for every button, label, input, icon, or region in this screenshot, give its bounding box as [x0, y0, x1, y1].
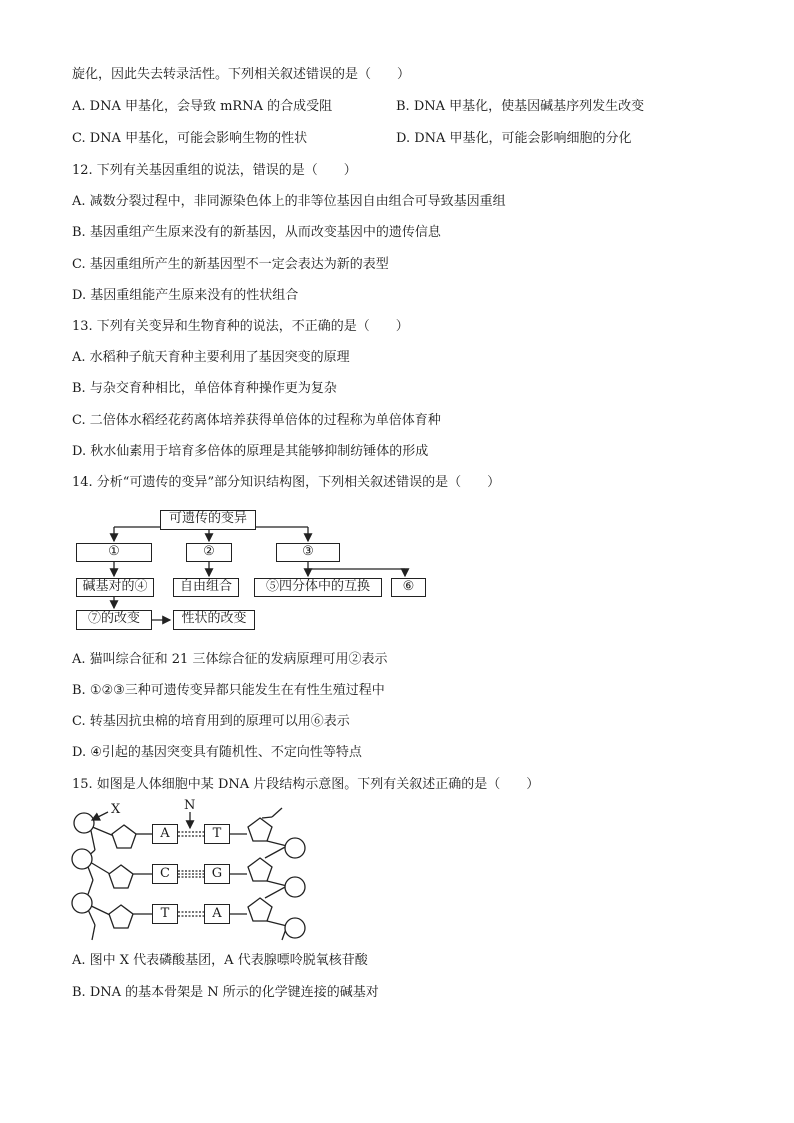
- q13-stem: 13. 下列有关变异和生物育种的说法，不正确的是（ ）: [72, 319, 409, 334]
- phosphate-right-3: [285, 918, 305, 938]
- q12-stem: 12. 下列有关基因重组的说法，错误的是（ ）: [72, 163, 357, 178]
- q11-option-a: A. DNA 甲基化，会导致 mRNA 的合成受阻: [72, 99, 333, 114]
- diagram-root-box: 可遗传的变异: [160, 510, 256, 530]
- q13-option-c: C. 二倍体水稻经花药离体培养获得单倍体的过程称为单倍体育种: [72, 413, 441, 428]
- q12-option-d: D. 基因重组能产生原来没有的性状组合: [72, 288, 299, 303]
- diagram-child-free-combination: 自由组合: [173, 578, 239, 597]
- phosphate-left-2: [72, 849, 92, 869]
- phosphate-left-1: [74, 813, 94, 833]
- q14-stem: 14. 分析“可遗传的变异”部分知识结构图，下列相关叙述错误的是（ ）: [72, 475, 501, 490]
- q15-option-a: A. 图中 X 代表磷酸基团，A 代表腺嘌呤脱氧核苷酸: [72, 953, 368, 968]
- sugar-right-3: [248, 898, 272, 921]
- diagram-node-2: ②: [186, 543, 232, 562]
- base-right-1: T: [204, 824, 230, 844]
- q11-option-c: C. DNA 甲基化，可能会影响生物的性状: [72, 131, 308, 146]
- q14-option-b: B. ①②③三种可遗传变异都只能发生在有性生殖过程中: [72, 683, 385, 698]
- q14-option-c: C. 转基因抗虫棉的培育用到的原理可以用⑥表示: [72, 714, 350, 729]
- diagram-node-3: ③: [276, 543, 340, 562]
- base-left-3: T: [152, 904, 178, 924]
- base-left-1: A: [152, 824, 178, 844]
- base-left-2: C: [152, 864, 178, 884]
- sugar-right-2: [248, 858, 272, 881]
- diagram-node-1: ①: [76, 543, 152, 562]
- q11-option-b: B. DNA 甲基化，使基因碱基序列发生改变: [396, 99, 645, 114]
- sugar-left-2: [109, 865, 133, 888]
- base-right-3: A: [204, 904, 230, 924]
- diagram-child-base-pair: 碱基对的④: [76, 578, 154, 597]
- phosphate-right-1: [285, 838, 305, 858]
- phosphate-left-3: [72, 893, 92, 913]
- q13-option-d: D. 秋水仙素用于培育多倍体的原理是其能够抑制纺锤体的形成: [72, 444, 429, 459]
- sugar-left-3: [109, 905, 133, 928]
- base-right-2: G: [204, 864, 230, 884]
- label-n: N: [184, 798, 196, 813]
- diagram-child-crossover: ⑤四分体中的互换: [254, 578, 382, 597]
- q11-stem: 旋化，因此失去转录活性。下列相关叙述错误的是（ ）: [72, 67, 411, 82]
- q15-stem: 15. 如图是人体细胞中某 DNA 片段结构示意图。下列有关叙述正确的是（ ）: [72, 777, 540, 792]
- phosphate-right-2: [285, 877, 305, 897]
- q12-option-c: C. 基因重组所产生的新基因型不一定会表达为新的表型: [72, 257, 389, 272]
- q14-option-d: D. ④引起的基因突变具有随机性、不定向性等特点: [72, 745, 362, 760]
- q13-option-a: A. 水稻种子航天育种主要利用了基因突变的原理: [72, 350, 350, 365]
- label-x: X: [111, 802, 121, 817]
- q13-option-b: B. 与杂交育种相比，单倍体育种操作更为复杂: [72, 381, 337, 396]
- q11-option-d: D. DNA 甲基化，可能会影响细胞的分化: [396, 131, 632, 146]
- sugar-left-1: [112, 825, 136, 848]
- diagram-child-6: ⑥: [391, 578, 426, 597]
- q12-option-b: B. 基因重组产生原来没有的新基因，从而改变基因中的遗传信息: [72, 225, 441, 240]
- q14-option-a: A. 猫叫综合征和 21 三体综合征的发病原理可用②表示: [72, 652, 388, 667]
- diagram-trait-change: 性状的改变: [173, 610, 255, 630]
- sugar-right-1: [248, 818, 272, 841]
- q15-option-b: B. DNA 的基本骨架是 N 所示的化学键连接的碱基对: [72, 985, 379, 1000]
- diagram-gene-change: ⑦的改变: [76, 610, 152, 630]
- q12-option-a: A. 减数分裂过程中，非同源染色体上的非等位基因自由组合可导致基因重组: [72, 194, 506, 209]
